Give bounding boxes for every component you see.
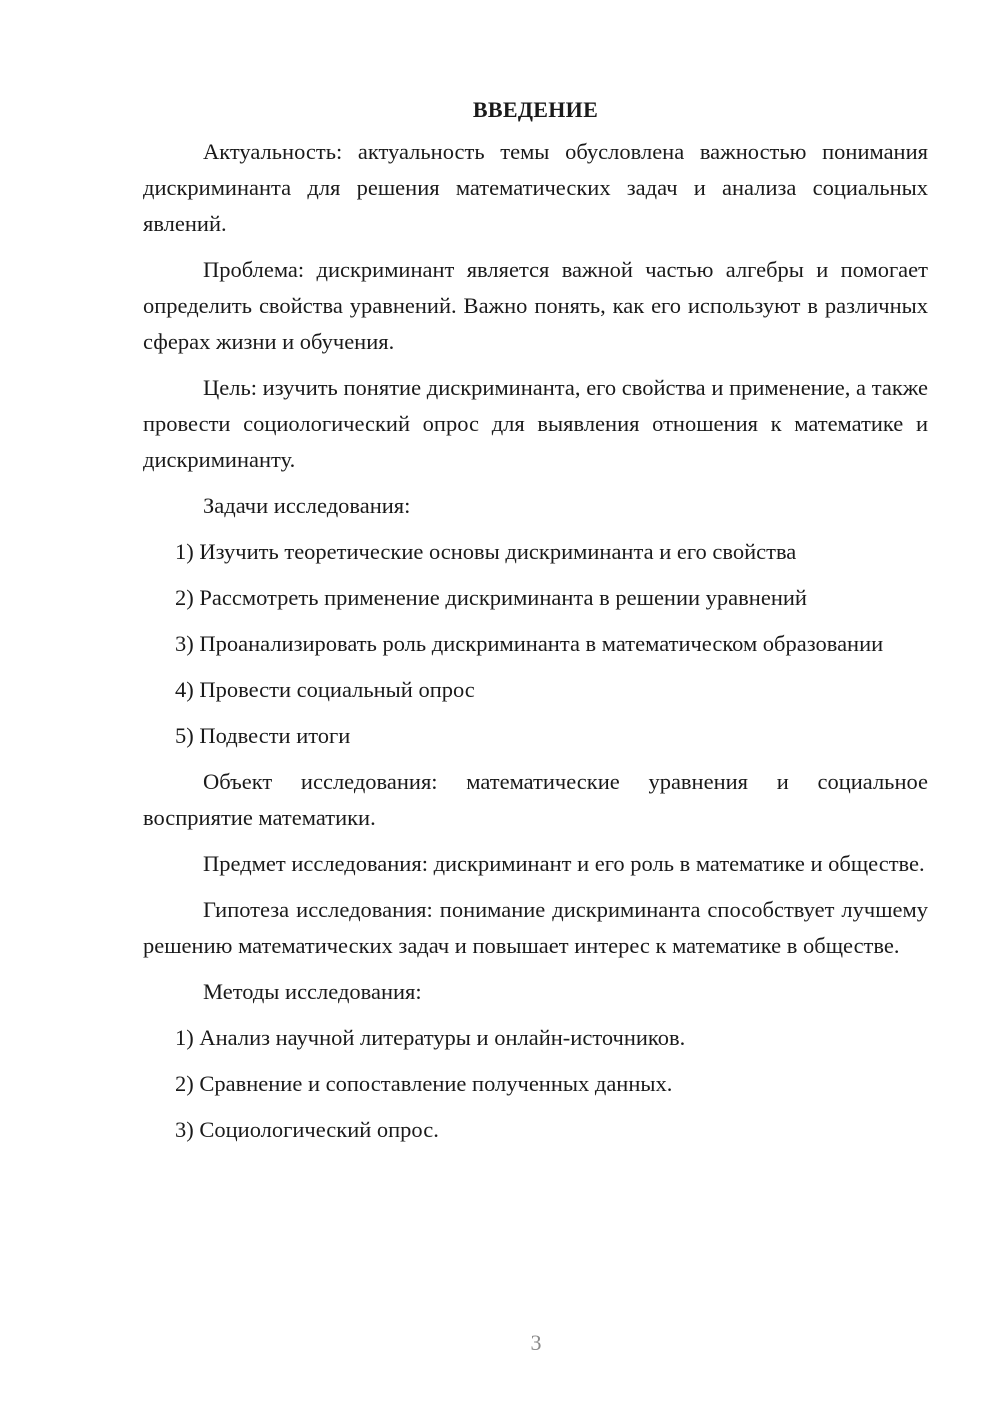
task-item: 4) Провести социальный опрос: [175, 677, 475, 702]
method-item: 3) Социологический опрос.: [175, 1117, 439, 1142]
task-item: 5) Подвести итоги: [175, 723, 351, 748]
object-paragraph: Объект исследования: математические уравнения и социальное восприятие математики.: [143, 769, 928, 830]
document-page: [143, 92, 928, 1158]
tasks-heading: Задачи исследования:: [203, 493, 411, 518]
goal-paragraph: Цель: изучить понятие дискриминанта, его свойства и применение, а также провести социологический опрос для выявления отношения к математике и дискриминанту.: [143, 375, 928, 472]
section-title: ВВЕДЕНИЕ: [472, 97, 599, 122]
task-item: 1) Изучить теоретические основы дискриминанта и его свойства: [175, 539, 797, 564]
subject-paragraph: Предмет исследования: дискриминант и его роль в математике и обществе.: [203, 851, 925, 876]
task-item: 3) Проанализировать роль дискриминанта в математическом образовании: [175, 631, 884, 656]
methods-heading: Методы исследования:: [203, 979, 422, 1004]
hypothesis-paragraph: Гипотеза исследования: понимание дискриминанта способствует лучшему решению математических задач и повышает интерес к математике в обществе.: [143, 897, 928, 958]
method-item: 2) Сравнение и сопоставление полученных данных.: [175, 1071, 673, 1096]
problem-paragraph: Проблема: дискриминант является важной частью алгебры и помогает определить свойства уравнений. Важно понять, как его используют в различных сферах жизни и обучения.: [143, 257, 928, 354]
method-item: 1) Анализ научной литературы и онлайн-источников.: [175, 1025, 686, 1050]
relevance-paragraph: Актуальность: актуальность темы обусловлена важностью понимания дискриминанта для решения математических задач и анализа социальных явлений.: [143, 139, 928, 236]
task-item: 2) Рассмотреть применение дискриминанта в решении уравнений: [175, 585, 807, 610]
page-number: 3: [530, 1330, 542, 1355]
